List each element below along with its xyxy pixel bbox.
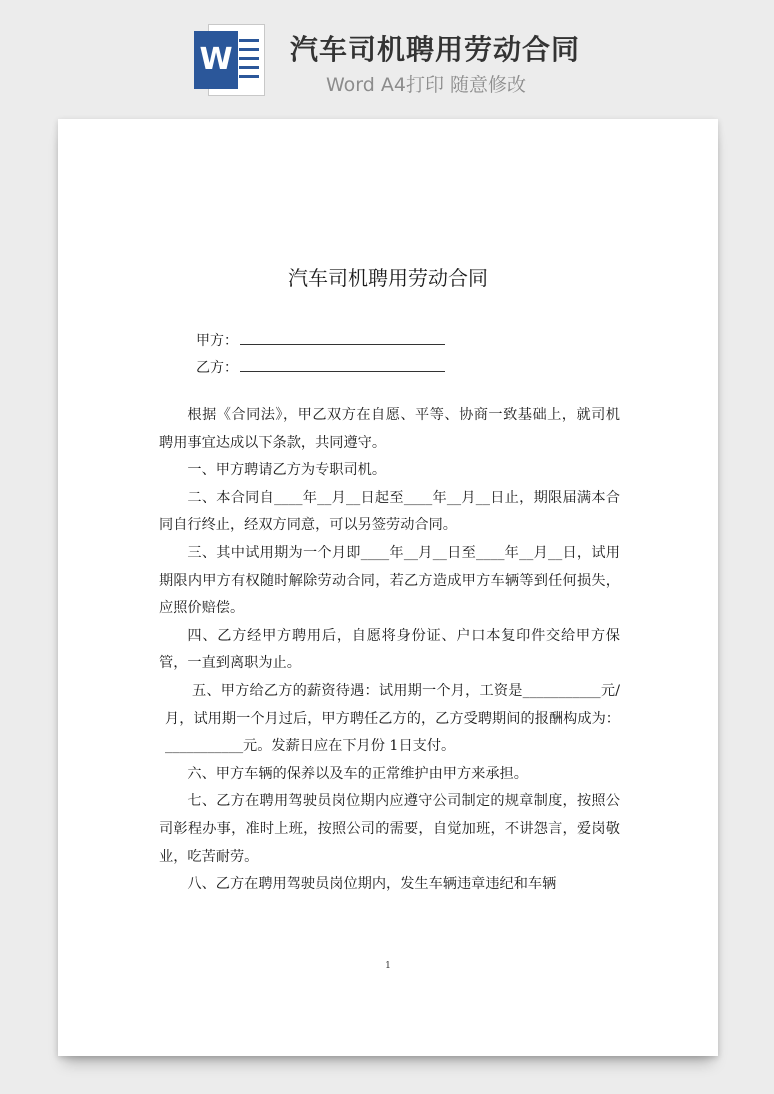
party-b-label: 乙方： (196, 360, 238, 376)
paragraph-clause-8: 八、乙方在聘用驾驶员岗位期内，发生车辆违章违纪和车辆 (187, 876, 557, 893)
paragraph-clause-7: 七、乙方在聘用驾驶员岗位期内应遵守公司制定的规章制度，按照公司彰程办事，准时上班，按照公司的需要，自觉加班，不讲怨言，爱岗敬业，吃苦耐劳。 (159, 793, 620, 865)
banner-title: 汽车司机聘用劳动合同 (290, 33, 581, 66)
contract-body (159, 402, 620, 899)
document-page (58, 119, 718, 1056)
header-banner (0, 0, 774, 118)
paragraph-clause-4: 四、乙方经甲方聘用后，自愿将身份证、户口本复印件交给甲方保管，一直到离职为止。 (159, 627, 620, 672)
paragraph-intro: 根据《合同法》，甲乙双方在自愿、平等、协商一致基础上，就司机聘用事宜达成以下条款，共同遵守。 (159, 407, 620, 451)
paragraph-clause-6: 六、甲方车辆的保养以及车的正常维护由甲方来承担。 (187, 765, 528, 782)
paragraph-clause-1: 一、甲方聘请乙方为专职司机。 (187, 462, 387, 479)
word-logo-letter: W (194, 31, 238, 89)
document-title: 汽车司机聘用劳动合同 (288, 266, 488, 290)
party-a-blank[interactable] (240, 330, 445, 345)
paragraph-clause-2: 二、本合同自____年__月__日起至____年__月__日止，期限届满本合同自行终止，经双方同意，可以另签劳动合同。 (159, 489, 620, 534)
party-a-label: 甲方： (196, 333, 238, 349)
party-b-blank[interactable] (240, 357, 445, 372)
paragraph-clause-5: 五、甲方给乙方的薪资待遇：试用期一个月，工资是___________元/月，试用期一个月过后，甲方聘任乙方的，乙方受聘期间的报酬构成为：___________元。发薪日应在下月份 1日支付。 (165, 682, 620, 755)
party-b-line (196, 357, 445, 377)
banner-subtitle: Word A4打印 随意修改 (326, 74, 527, 96)
word-icon (194, 24, 265, 96)
party-a-line (196, 330, 445, 350)
paragraph-clause-3: 三、其中试用期为一个月即____年__月__日至____年__月__日，试用期限内甲方有权随时解除劳动合同，若乙方造成甲方车辆等到任何损失，应照价赔偿。 (159, 544, 620, 617)
page-number: 1 (385, 961, 391, 971)
